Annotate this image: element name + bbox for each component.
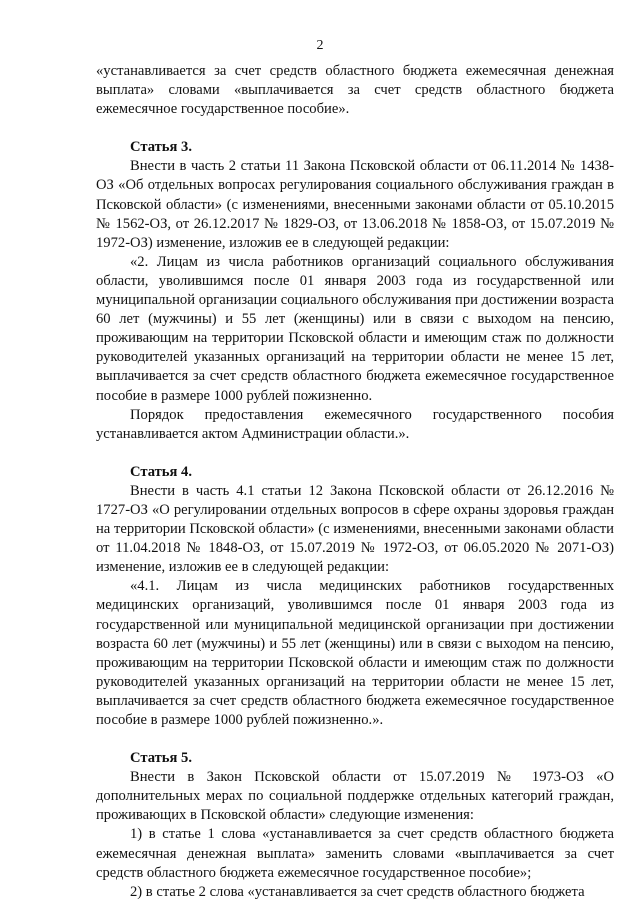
article-4-paragraph-1: Внести в часть 4.1 статьи 12 Закона Псковской области от 26.12.2016 № 1727-ОЗ «О регулировании отдельных вопросов в сфере охраны здоровья граждан на территории Псковской области» (с изменениями, внесенными законами области от 11.04.2018 № 1848-ОЗ, от 15.07.2019 № 1972-ОЗ, от 06.05.2020 № 2071-ОЗ) изменение, изложив ее в следующей редакции: — [96, 482, 614, 576]
article-4-paragraph-2: «4.1. Лицам из числа медицинских работников государственных медицинских организаций, уволившимся после 01 января 2003 года из государственной или муниципальной медицинской организации при достижении возраста 60 лет (мужчины) и 55 лет (женщины) или в связи с выходом на пенсию, проживающим на территории Псковской области и имеющим стаж по должности руководителей указанных организаций на территории области не менее 15 лет, выплачивается за счет средств областного бюджета ежемесячное государственное пособие в размере 1000 рублей пожизненно.». — [96, 578, 614, 728]
article-3-paragraph-2: «2. Лицам из числа работников организаций социального обслуживания области, уволившимся после 01 января 2003 года из государственной или муниципальной организации социального обслуживания при достижении возраста 60 лет (мужчины) и 55 лет (женщины) или в связи с выходом на пенсию, проживающим на территории Псковской области и имеющим стаж по должности руководителей указанных организаций на территории области не менее 15 лет, выплачивается за счет средств областного бюджета ежемесячное государственное пособие в размере 1000 рублей пожизненно. — [96, 253, 614, 404]
article-5-paragraph-2: 1) в статье 1 слова «устанавливается за счет средств областного бюджета ежемесячная денежная выплата» заменить словами «выплачивается за счет средств областного бюджета ежемесячное государственное пособие»; — [96, 826, 614, 881]
article-5-paragraph-1: Внести в Закон Псковской области от 15.07.2019 № 1973-ОЗ «О дополнительных мерах по социальной поддержке отдельных категорий граждан, проживающих в Псковской области» следующие изменения: — [96, 769, 614, 824]
article-3-paragraph-1: Внести в часть 2 статьи 11 Закона Псковской области от 06.11.2014 № 1438-ОЗ «Об отдельных вопросах регулирования социального обслуживания граждан в Псковской области» (с изменениями, внесенными законами области от 05.10.2015 № 1562-ОЗ, от 26.12.2017 № 1829-ОЗ, от 13.06.2018 № 1858-ОЗ, от 15.07.2019 № 1972-ОЗ) изменение, изложив ее в следующей редакции: — [96, 158, 614, 251]
article-3-heading: Статья 3. — [130, 139, 192, 156]
document-body — [96, 62, 614, 902]
article-5-heading: Статья 5. — [130, 750, 192, 767]
intro-paragraph: «устанавливается за счет средств областного бюджета ежемесячная денежная выплата» словами «выплачивается за счет средств областного бюджета ежемесячное государственное пособие». — [96, 63, 614, 118]
article-3-paragraph-3: Порядок предоставления ежемесячного государственного пособия устанавливается актом Администрации области.». — [96, 406, 614, 442]
page-number: 2 — [316, 38, 324, 53]
article-5-paragraph-3: 2) в статье 2 слова «устанавливается за счет средств областного бюджета — [130, 883, 585, 900]
article-4-heading: Статья 4. — [130, 463, 192, 480]
